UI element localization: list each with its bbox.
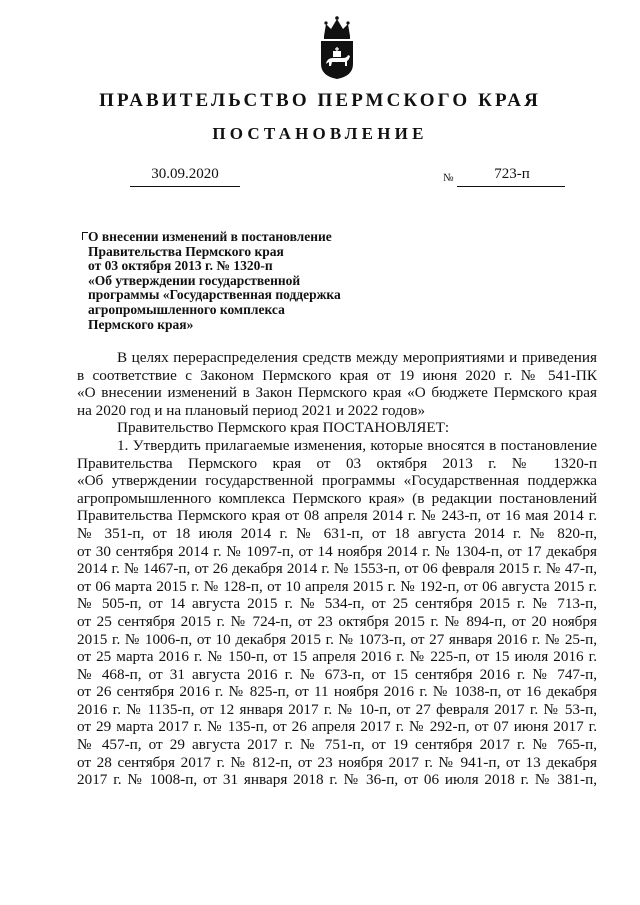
body-line: Правительства Пермского края от 08 апреля 2014 г. № 243-п, от 16 мая 2014 г. [77, 507, 597, 525]
body-line: 2017 г. № 1008-п, от 31 января 2018 г. № 36-п, от 06 июля 2018 г. № 381-п, [77, 771, 597, 789]
subject-line: Правительства Пермского края [88, 243, 284, 259]
subject-line: агропромышленного комплекса [88, 301, 285, 317]
body-line: № 505-п, от 14 августа 2015 г. № 534-п, от 25 сентября 2015 г. № 713-п, [77, 595, 597, 613]
body-line: № 468-п, от 31 августа 2016 г. № 673-п, от 15 сентября 2016 г. № 747-п, [77, 665, 597, 683]
subject-line: программы «Государственная поддержка [88, 287, 341, 303]
perm-krai-coat-of-arms-icon [318, 14, 356, 80]
body-line: 2015 г. № 1006-п, от 10 декабря 2015 г. № 1073-п, от 27 января 2016 г. № 25-п, [77, 630, 597, 648]
body-line: 1. Утвердить прилагаемые изменения, которые вносятся в постановление [117, 436, 597, 454]
document-number-field [443, 166, 565, 188]
document-date: 30.09.2020 [151, 166, 219, 182]
subject-line: О внесении изменений в постановление [88, 229, 332, 244]
subject-line: Пермского края» [88, 316, 194, 332]
government-title: ПРАВИТЕЛЬСТВО ПЕРМСКОГО КРАЯ [99, 90, 541, 111]
body-line: № 351-п, от 18 июля 2014 г. № 631-п, от 18 августа 2014 г. № 820-п, [77, 524, 597, 542]
body-line: от 26 сентября 2016 г. № 825-п, от 11 ноября 2016 г. № 1038-п, от 16 декабря [77, 683, 597, 701]
body-line: 2016 г. № 1135-п, от 12 января 2017 г. № 10-п, от 27 февраля 2017 г. № 53-п, [77, 700, 597, 718]
body-line: от 29 марта 2017 г. № 135-п, от 26 апреля 2017 г. № 292-п, от 07 июня 2017 г. [77, 718, 597, 736]
body-line: 2014 г. № 1467-п, от 26 декабря 2014 г. № 1553-п, от 06 февраля 2015 г. № 47-п, [77, 560, 597, 578]
date-underline [130, 186, 240, 187]
body-line: в соответствие с Законом Пермского края от 19 июня 2020 г. № 541-ПК [77, 366, 597, 384]
body-line: «Об утверждении государственной программы «Государственная поддержка [77, 472, 597, 490]
document-body [77, 349, 597, 789]
body-line: от 25 марта 2016 г. № 150-п, от 15 апреля 2016 г. № 225-п, от 15 июля 2016 г. [77, 648, 597, 666]
body-line: от 30 сентября 2014 г. № 1097-п, от 14 ноября 2014 г. № 1304-п, от 17 декабря [77, 542, 597, 560]
document-date-field [130, 166, 240, 188]
body-line: № 457-п, от 29 августа 2017 г. № 751-п, от 19 сентября 2017 г. № 765-п, [77, 736, 597, 754]
subject-line: «Об утверждении государственной [88, 272, 301, 288]
document-type-title: ПОСТАНОВЛЕНИЕ [212, 124, 428, 143]
body-line: Правительство Пермского края ПОСТАНОВЛЯЕТ: [117, 419, 450, 437]
subject-line: от 03 октября 2013 г. № 1320-п [88, 258, 273, 274]
body-line: «О внесении изменений в Закон Пермского края «О бюджете Пермского края [77, 384, 597, 402]
body-line: от 25 сентября 2015 г. № 724-п, от 23 октября 2015 г. № 894-п, от 20 ноября [77, 612, 597, 630]
document-number: 723-п [494, 166, 530, 182]
body-line: от 06 марта 2015 г. № 128-п, от 10 апреля 2015 г. № 192-п, от 06 августа 2015 г. [77, 577, 597, 595]
body-line: Правительства Пермского края от 03 октября 2013 г. № 1320-п [77, 454, 597, 472]
body-line: на 2020 год и на плановый период 2021 и 2022 годов» [77, 401, 426, 419]
number-underline [457, 186, 565, 187]
body-line: В целях перераспределения средств между мероприятиями и приведения [117, 349, 597, 366]
number-sign: № [443, 172, 454, 184]
body-line: агропромышленного комплекса Пермского края» (в редакции постановлений [77, 489, 597, 507]
document-subject [88, 230, 408, 332]
body-line: от 28 сентября 2017 г. № 812-п, от 23 ноября 2017 г. № 941-п, от 13 декабря [77, 753, 597, 771]
